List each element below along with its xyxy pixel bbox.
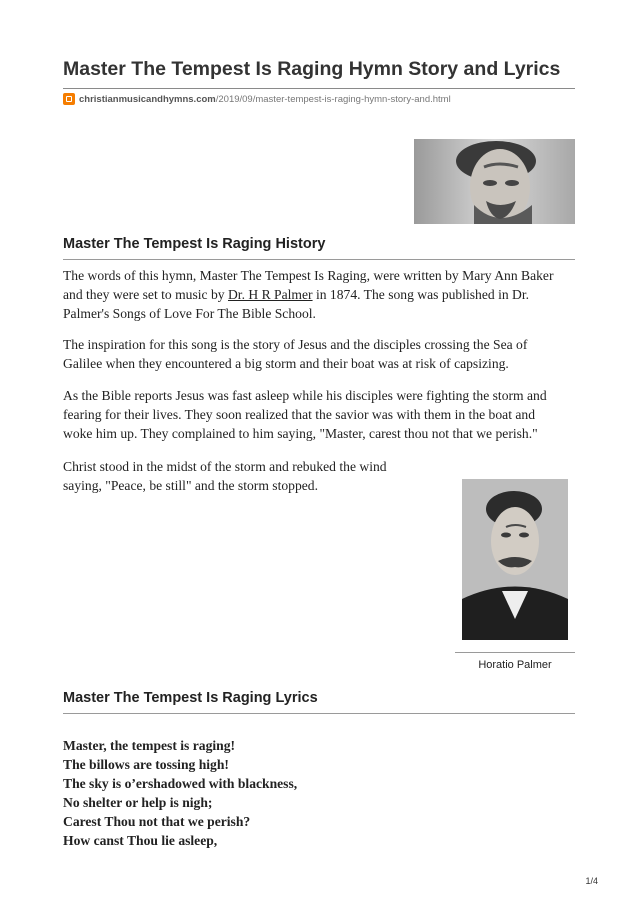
portrait-caption: Horatio Palmer — [478, 659, 552, 671]
palmer-link[interactable]: Dr. H R Palmer — [227, 287, 313, 302]
history-p3-line1: As the Bible reports Jesus was fast asleep while his disciples were fighting the storm and — [63, 388, 547, 403]
lyric-line: The billows are tossing high! — [63, 756, 229, 772]
lyric-line: Master, the tempest is raging! — [63, 738, 236, 753]
history-paragraph-4 — [63, 457, 387, 495]
lyrics-verse — [63, 737, 297, 850]
history-p3-line3: woke him up. They complained to him saying, "Master, carest thou not that we perish." — [63, 426, 538, 441]
history-p2-line1: The inspiration for this song is the story of Jesus and the disciples crossing the Sea of — [63, 337, 528, 352]
history-p4-line2: saying, "Peace, be still" and the storm stopped. — [63, 478, 318, 493]
lyric-line: Carest Thou not that we perish? — [63, 813, 251, 829]
history-p1-line2-before: and they were set to music by — [63, 287, 228, 302]
palmer-portrait — [462, 479, 568, 640]
lyric-line: How canst Thou lie asleep, — [63, 832, 218, 848]
palmer-photo-top — [414, 139, 575, 224]
history-p4-line1: Christ stood in the midst of the storm and rebuked the wind — [63, 459, 387, 474]
history-heading: Master The Tempest Is Raging History — [63, 236, 326, 252]
blogger-icon — [63, 93, 75, 105]
history-paragraph-1 — [63, 266, 553, 323]
history-p3-line2: fearing for their lives. They soon realized that the savior was with them in the boat and — [63, 407, 535, 422]
page-title: Master The Tempest Is Raging Hymn Story and Lyrics — [63, 58, 561, 80]
lyrics-heading: Master The Tempest Is Raging Lyrics — [63, 690, 318, 706]
history-paragraph-2 — [63, 335, 527, 373]
history-p1-line2-after: in 1874. The song was published in Dr. — [312, 287, 530, 302]
page-number: 1/4 — [585, 876, 598, 886]
lyric-line: No shelter or help is nigh; — [63, 794, 213, 810]
history-p2-line2: Galilee when they encountered a big storm and their boat was at risk of capsizing. — [63, 356, 509, 371]
source-link[interactable] — [63, 93, 451, 105]
history-divider — [63, 259, 575, 260]
lyrics-divider — [63, 713, 575, 714]
history-p1-line1: The words of this hymn, Master The Tempest Is Raging, were written by Mary Ann Baker — [63, 268, 554, 283]
history-p1-line3: Palmer's Songs of Love For The Bible School. — [63, 306, 316, 321]
source-path[interactable]: /2019/09/master-tempest-is-raging-hymn-story-and.html — [215, 93, 451, 105]
source-domain[interactable]: christianmusicandhymns.com — [79, 93, 216, 105]
title-divider — [63, 88, 575, 89]
lyric-line: The sky is o’ershadowed with blackness, — [63, 775, 298, 791]
caption-divider — [455, 652, 575, 653]
history-paragraph-3 — [63, 386, 547, 443]
